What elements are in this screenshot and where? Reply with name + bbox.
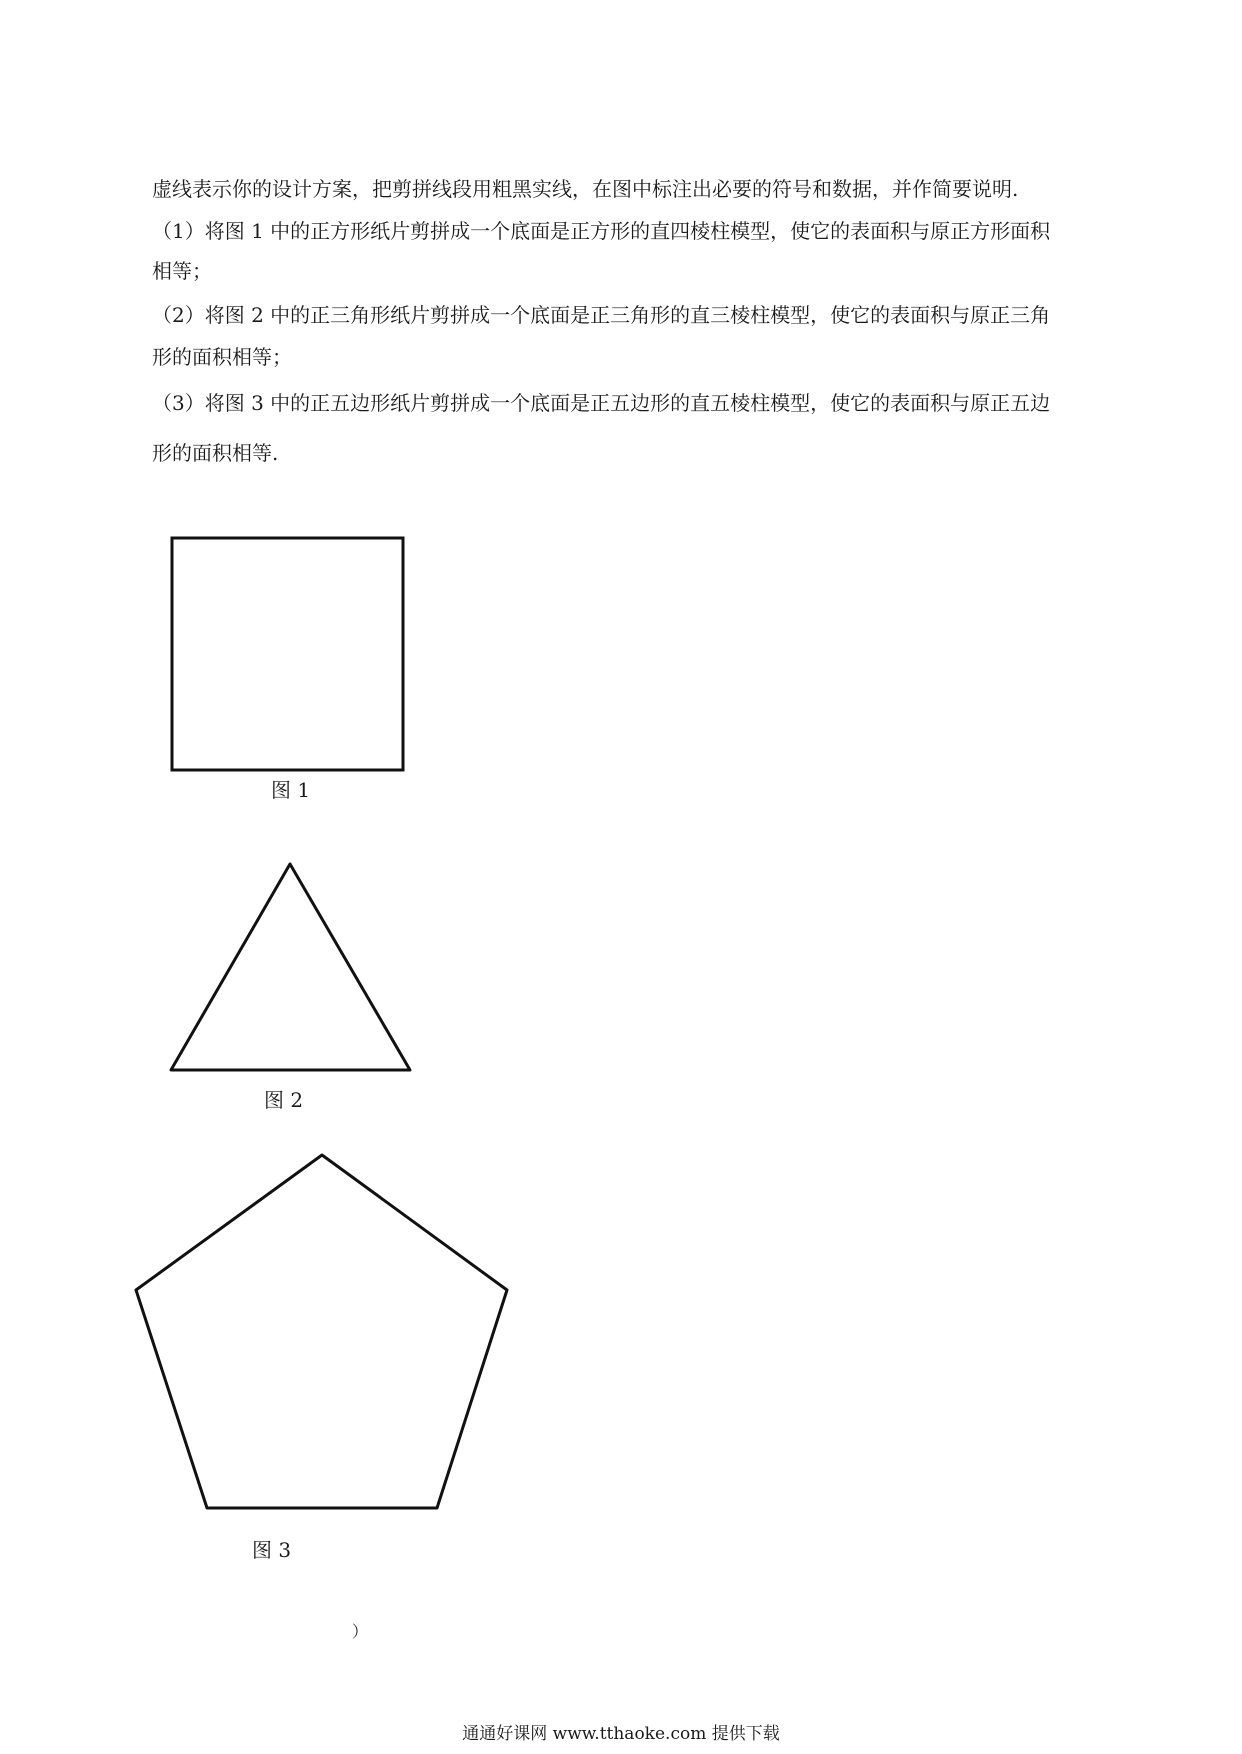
figure-2-caption: 图 2 (264, 1088, 304, 1112)
problem-item-1-line-2: 相等； (152, 259, 212, 283)
problem-item-2-line-1: （2）将图 2 中的正三角形纸片剪拼成一个底面是正三角形的直三棱柱模型，使它的表面积与原正三角 (152, 303, 1051, 327)
problem-item-1-line-1: （1）将图 1 中的正方形纸片剪拼成一个底面是正方形的直四棱柱模型，使它的表面积与原正方形面积 (152, 219, 1051, 243)
problem-intro: 虚线表示你的设计方案，把剪拼线段用粗黑实线，在图中标注出必要的符号和数据，并作简要说明. (152, 177, 1019, 201)
page-footer: 通通好课网 www.tthaoke.com 提供下载 (462, 1724, 780, 1744)
problem-item-3-line-2: 形的面积相等. (152, 441, 279, 465)
figure-1-square (172, 538, 403, 770)
figure-3-caption: 图 3 (252, 1538, 292, 1562)
figure-1-caption: 图 1 (271, 778, 311, 802)
figure-2-triangle (171, 864, 410, 1070)
figure-3-pentagon (136, 1155, 507, 1508)
problem-item-3-line-1: （3）将图 3 中的正五边形纸片剪拼成一个底面是正五边形的直五棱柱模型，使它的表面积与原正五边 (152, 391, 1051, 415)
stray-parenthesis: ） (352, 1622, 369, 1641)
problem-item-2-line-2: 形的面积相等； (152, 345, 292, 369)
